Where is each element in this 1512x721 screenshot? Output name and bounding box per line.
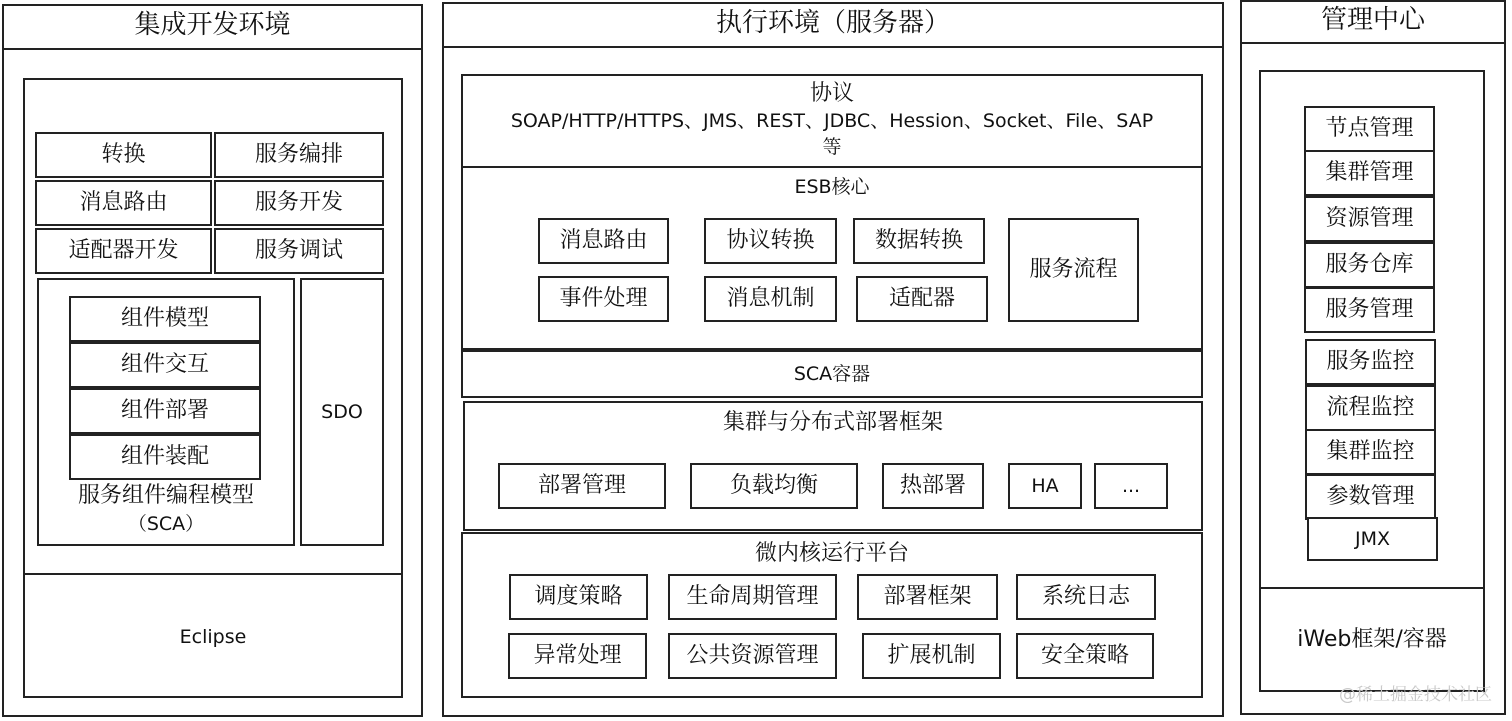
mgmt-service: 服务管理 <box>1304 287 1435 333</box>
mgmt-node: 节点管理 <box>1304 106 1435 152</box>
management-divider <box>1259 587 1485 589</box>
mgmt-parameter: 参数管理 <box>1305 474 1436 520</box>
ide-tool-routing: 消息路由 <box>35 180 212 226</box>
kernel-public-resources: 公共资源管理 <box>668 633 837 679</box>
ide-tool-debug: 服务调试 <box>214 228 384 274</box>
mgmt-flow-monitor: 流程监控 <box>1305 385 1436 431</box>
mgmt-cluster: 集群管理 <box>1304 150 1435 196</box>
esb-core-title: ESB核心 <box>794 175 870 198</box>
iweb-framework-label: iWeb框架/容器 <box>1297 626 1447 652</box>
mgmt-resource: 资源管理 <box>1304 196 1435 242</box>
mgmt-cluster-monitor: 集群监控 <box>1305 429 1436 475</box>
mgmt-service-repo: 服务仓库 <box>1304 242 1435 288</box>
esb-message-routing: 消息路由 <box>538 218 669 264</box>
cluster-more: ... <box>1094 463 1168 509</box>
ide-divider <box>23 573 403 575</box>
cluster-deploy-mgmt: 部署管理 <box>498 463 666 509</box>
protocol-list-etc: 等 <box>822 135 842 158</box>
cluster-hot-deploy: 热部署 <box>882 463 984 509</box>
kernel-deploy-framework: 部署框架 <box>857 574 998 620</box>
kernel-security-policy: 安全策略 <box>1016 633 1154 679</box>
esb-service-flow: 服务流程 <box>1008 218 1139 322</box>
component-assembly: 组件装配 <box>69 434 261 480</box>
kernel-lifecycle: 生命周期管理 <box>668 574 837 620</box>
cluster-ha: HA <box>1008 463 1082 509</box>
ide-title: 集成开发环境 <box>2 4 423 50</box>
esb-data-conversion: 数据转换 <box>853 218 985 264</box>
cluster-load-balancing: 负载均衡 <box>690 463 858 509</box>
component-interaction: 组件交互 <box>69 342 261 388</box>
ide-tool-service-dev: 服务开发 <box>214 180 384 226</box>
esb-message-mechanism: 消息机制 <box>704 276 837 322</box>
runtime-title: 执行环境（服务器） <box>442 2 1224 48</box>
kernel-system-log: 系统日志 <box>1016 574 1156 620</box>
esb-protocol-conversion: 协议转换 <box>704 218 837 264</box>
sca-model-label-abbr: （SCA） <box>127 512 205 535</box>
mgmt-jmx: JMX <box>1307 517 1438 561</box>
sdo-box: SDO <box>300 278 384 546</box>
ide-tool-orchestration: 服务编排 <box>214 132 384 178</box>
component-deployment: 组件部署 <box>69 388 261 434</box>
kernel-extension: 扩展机制 <box>862 633 1001 679</box>
kernel-exception-handling: 异常处理 <box>508 633 647 679</box>
cluster-title: 集群与分布式部署框架 <box>722 409 943 435</box>
microkernel-title: 微内核运行平台 <box>754 540 909 566</box>
management-title: 管理中心 <box>1240 0 1506 44</box>
ide-tool-convert: 转换 <box>35 132 212 178</box>
ide-tool-adapter-dev: 适配器开发 <box>35 228 212 274</box>
protocol-title: 协议 <box>809 80 854 106</box>
eclipse-label: Eclipse <box>179 625 247 648</box>
watermark: @稀土掘金技术社区 <box>1339 685 1492 705</box>
protocol-list: SOAP/HTTP/HTTPS、JMS、REST、JDBC、Hession、Socket、File、SAP <box>510 109 1154 132</box>
kernel-scheduling: 调度策略 <box>509 574 648 620</box>
esb-adapter: 适配器 <box>856 276 988 322</box>
sca-model-label: 服务组件编程模型 <box>77 482 254 508</box>
mgmt-service-monitor: 服务监控 <box>1305 339 1436 385</box>
component-model: 组件模型 <box>69 296 261 342</box>
sca-container: SCA容器 <box>461 350 1203 398</box>
esb-event-handling: 事件处理 <box>538 276 669 322</box>
